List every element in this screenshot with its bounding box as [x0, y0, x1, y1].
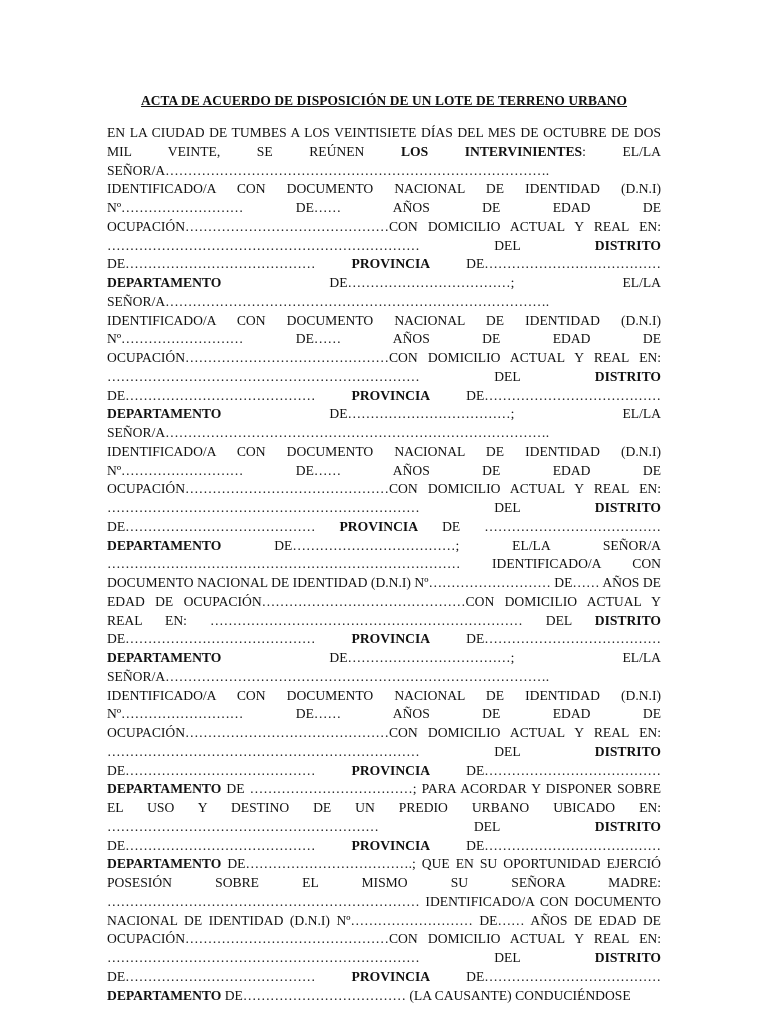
bold-term: DEPARTAMENTO	[107, 275, 222, 290]
bold-term: PROVINCIA	[351, 968, 431, 984]
body-text-run: DE………………………………; EL/LA SEÑOR/A …………………………………………………………………… IDENTIFICADO/A CON DOCUMENTO NACIONAL DE IDENTIDAD (D.N.I) Nº……………………… DE…… AÑOS DE EDAD DE OCUPACIÓN………………………………………CON DOMICILIO ACTUAL Y REAL EN: …………………………………………………………… DEL	[107, 537, 661, 628]
body-text-run: DE……………………………………	[107, 256, 352, 272]
body-text-run: DE………………………………; EL/LA SEÑOR/A…………………………………………………………………………. IDENTIFICADO/A CON DOCUMENTO NACIONAL DE IDENTIDAD (D.N.I) Nº……………………… DE…… AÑOS DE EDAD DE OCUPACIÓN………………………………………CON DOMICILIO ACTUAL Y REAL EN: …………………………………………………………… DEL	[107, 406, 661, 515]
body-text-run: DE…………………………………	[430, 968, 661, 984]
bold-term: PROVINCIA	[351, 837, 431, 853]
bold-term: PROVINCIA	[351, 387, 431, 403]
bold-term: DISTRITO	[594, 237, 661, 253]
body-text-run: DE……………………………………	[107, 762, 352, 778]
body-text-run: EN LA CIUDAD DE TUMBES A LOS VEINTISIETE DÍAS DEL MES DE OCTUBRE DE DOS MIL VEINTE, SE REÚNEN	[107, 125, 661, 159]
bold-term: DISTRITO	[594, 818, 661, 834]
bold-term: DISTRITO	[594, 500, 661, 515]
body-text-run: DE…………………………………	[430, 256, 661, 272]
body-text-run: DE…………………………………	[430, 762, 661, 778]
bold-term: DEPARTAMENTO	[107, 856, 222, 872]
bold-term: PROVINCIA	[351, 762, 431, 778]
bold-term: DISTRITO	[594, 612, 661, 628]
body-text-run: : EL/LA SEÑOR/A…………………………………………………………………………. IDENTIFICADO/A CON DOCUMENTO NACIONAL DE IDENTIDAD (D.N.I) Nº……………………… DE…… AÑOS DE EDAD DE OCUPACIÓN………………………………………CON DOMICILIO ACTUAL Y REAL EN: …………………………………………………………… DEL	[107, 143, 661, 253]
body-text-run: DE……………………………… (LA CAUSANTE) CONDUCIÉNDOSE	[221, 987, 631, 1003]
bold-term: DEPARTAMENTO	[107, 650, 222, 665]
bold-term: DEPARTAMENTO	[107, 406, 222, 422]
document-body	[107, 124, 661, 1005]
body-text-run: DE…………………………………	[430, 387, 661, 403]
bold-term: DEPARTAMENTO	[107, 537, 222, 553]
body-text-run: DE………………………………; EL/LA SEÑOR/A…………………………………………………………………………. IDENTIFICADO/A CON DOCUMENTO NACIONAL DE IDENTIDAD (D.N.I) Nº……………………… DE…… AÑOS DE EDAD DE OCUPACIÓN………………………………………CON DOMICILIO ACTUAL Y REAL EN: …………………………………………………………… DEL	[107, 650, 661, 759]
bold-term: DISTRITO	[594, 950, 661, 965]
body-text-run: DE………………………………; EL/LA SEÑOR/A…………………………………………………………………………. IDENTIFICADO/A CON DOCUMENTO NACIONAL DE IDENTIDAD (D.N.I) Nº……………………… DE…… AÑOS DE EDAD DE OCUPACIÓN………………………………………CON DOMICILIO ACTUAL Y REAL EN: …………………………………………………………… DEL	[107, 275, 661, 384]
body-text-run: DE…………………………………	[430, 837, 661, 853]
bold-term: LOS INTERVINIENTES	[400, 143, 583, 159]
body-text-run: DE……………………………………	[107, 837, 352, 853]
body-text-run: DE……………………………………	[107, 968, 352, 984]
bold-term: DISTRITO	[594, 743, 661, 759]
body-text-run: DE …………………………………	[418, 518, 661, 534]
bold-term: DEPARTAMENTO	[107, 781, 222, 797]
bold-term: PROVINCIA	[351, 256, 431, 272]
body-text-run: DE……………………………………	[107, 631, 352, 647]
bold-term: DEPARTAMENTO	[107, 987, 222, 1003]
body-text-run: DE ………………………………; PARA ACORDAR Y DISPONER SOBRE EL USO Y DESTINO DE UN PREDIO URBANO UBICADO EN: …………………………………………………… DEL	[107, 781, 661, 834]
body-text-run: DE……………………………….; QUE EN SU OPORTUNIDAD EJERCIÓ POSESIÓN SOBRE EL MISMO SU SEÑORA MADRE: …………………………………………………………… IDENTIFICADO/A CON DOCUMENTO NACIONAL DE IDENTIDAD (D.N.I) Nº……………………… DE…… AÑOS DE EDAD DE OCUPACIÓN………………………………………CON DOMICILIO ACTUAL Y REAL EN: …………………………………………………………… DEL	[107, 856, 661, 965]
document-title: ACTA DE ACUERDO DE DISPOSICIÓN DE UN LOTE DE TERRENO URBANO	[140, 93, 628, 108]
body-text-run: DE…………………………………	[430, 631, 661, 647]
body-text-run: DE……………………………………	[107, 387, 352, 403]
bold-term: PROVINCIA	[339, 518, 419, 534]
bold-term: DISTRITO	[594, 368, 661, 384]
body-text-run: DE……………………………………	[107, 518, 340, 534]
bold-term: PROVINCIA	[351, 631, 431, 647]
